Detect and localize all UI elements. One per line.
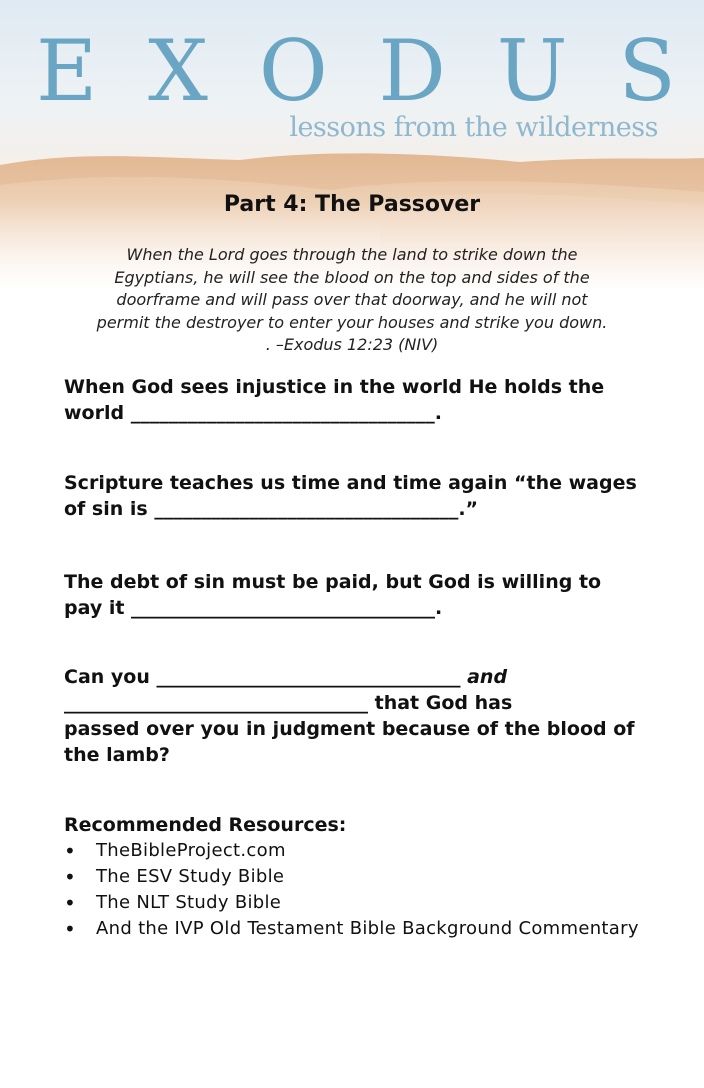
page-title: Part 4: The Passover bbox=[223, 192, 481, 217]
list-item: • TheBibleProject.com bbox=[64, 838, 664, 864]
title-letter: U bbox=[496, 22, 568, 120]
question-line: of sin is ________________________________.” bbox=[64, 498, 479, 520]
title-letter: S bbox=[618, 22, 676, 120]
question-line: The debt of sin must be paid, but God is willing to bbox=[64, 571, 602, 593]
list-item: • And the IVP Old Testament Bible Background Commentary bbox=[64, 916, 664, 942]
fill-in-question-2 bbox=[64, 470, 654, 522]
question-emphasis: and bbox=[467, 666, 508, 688]
fill-in-question-3 bbox=[64, 569, 654, 621]
fill-in-question-1 bbox=[64, 374, 654, 426]
title-letter: O bbox=[258, 22, 328, 120]
question-line bbox=[64, 664, 654, 690]
question-line: ________________________________ that God has bbox=[64, 692, 513, 714]
recommended-resources bbox=[64, 812, 664, 942]
resources-heading: Recommended Resources: bbox=[64, 814, 347, 836]
title-letter: D bbox=[378, 22, 446, 120]
question-line: the lamb? bbox=[64, 744, 170, 766]
question-text: Can you ________________________________ bbox=[64, 666, 468, 688]
verse-line: When the Lord goes through the land to strike down the bbox=[126, 245, 578, 264]
list-item: • The NLT Study Bible bbox=[64, 890, 664, 916]
verse-line: permit the destroyer to enter your houses and strike you down. bbox=[96, 312, 608, 332]
exodus-title bbox=[36, 22, 676, 120]
question-line: When God sees injustice in the world He holds the bbox=[64, 376, 605, 398]
title-letter: E bbox=[36, 22, 98, 120]
fill-in-question-4 bbox=[64, 664, 654, 768]
series-subtitle: lessons from the wilderness bbox=[289, 112, 658, 143]
verse-line: Egyptians, he will see the blood on the top and sides of the bbox=[114, 267, 590, 287]
scripture-quote bbox=[60, 244, 644, 357]
verse-citation: . –Exodus 12:23 (NIV) bbox=[265, 335, 439, 354]
question-line: pay it ________________________________. bbox=[64, 597, 443, 619]
title-letter: X bbox=[148, 22, 208, 120]
resources-list bbox=[64, 838, 664, 942]
verse-line: doorframe and will pass over that doorway, and he will not bbox=[116, 290, 588, 309]
question-line: Scripture teaches us time and time again “the wages bbox=[64, 472, 637, 494]
question-line: world ________________________________. bbox=[64, 402, 442, 424]
question-line: passed over you in judgment because of the blood of bbox=[64, 718, 635, 740]
list-item: • The ESV Study Bible bbox=[64, 864, 664, 890]
